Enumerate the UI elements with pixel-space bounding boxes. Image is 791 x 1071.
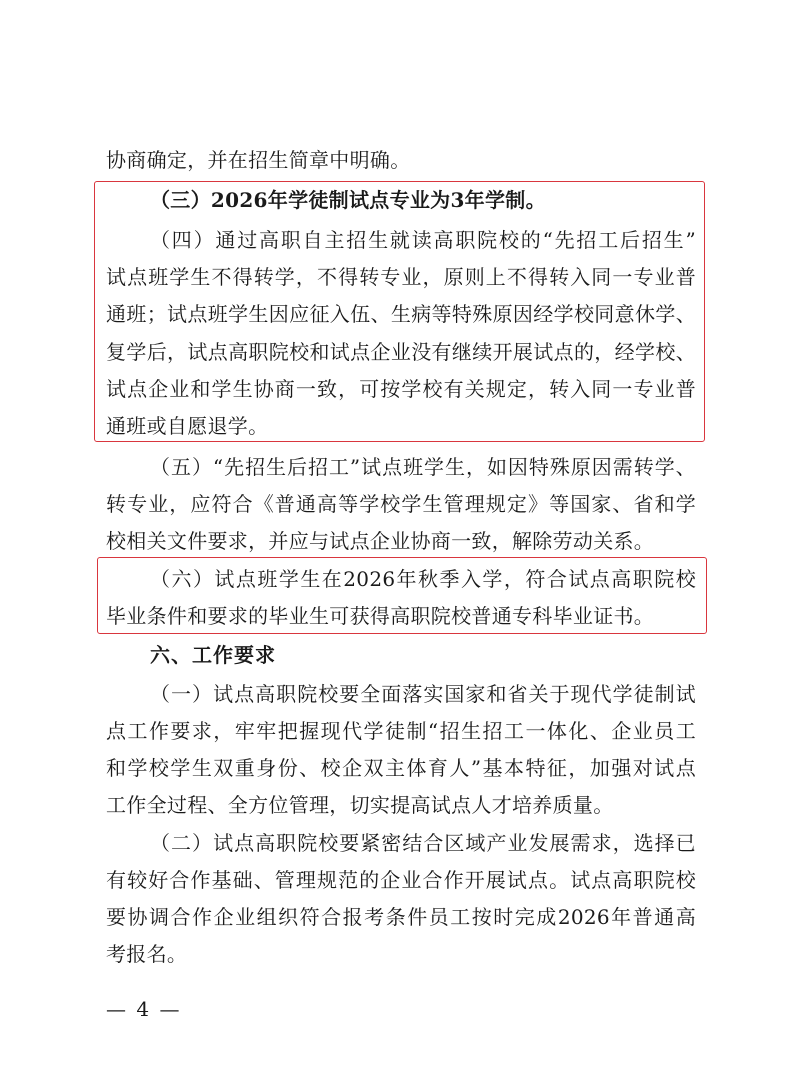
paragraph-6-line: 毕业条件和要求的毕业生可获得高职院校普通专科毕业证书。 — [106, 604, 655, 628]
requirement-1-line: （一）试点高职院校要全面落实国家和省关于现代学徒制试 — [150, 682, 696, 706]
requirement-1-line: 和学校学生双重身份、校企双主体育人”基本特征，加强对试点 — [106, 756, 696, 780]
paragraph-4-line: 试点班学生不得转学，不得转专业，原则上不得转入同一专业普 — [106, 265, 696, 289]
paragraph-4-line: 试点企业和学生协商一致，可按学校有关规定，转入同一专业普 — [106, 377, 696, 401]
paragraph-5-line: 校相关文件要求，并应与试点企业协商一致，解除劳动关系。 — [106, 529, 655, 553]
paragraph-4-line: 复学后，试点高职院校和试点企业没有继续开展试点的，经学校、 — [106, 340, 696, 364]
paragraph-4-line: 通班或自愿退学。 — [106, 414, 269, 438]
paragraph-4-line: 通班；试点班学生因应征入伍、生病等特殊原因经学校同意休学、 — [106, 302, 696, 326]
paragraph-3-line: （三）2026年学徒制试点专业为3年学制。 — [150, 188, 546, 212]
paragraph-4-line: （四）通过高职自主招生就读高职院校的“先招工后招生” — [150, 228, 696, 252]
page-number: — 4 — — [106, 997, 182, 1021]
requirement-2-line: 要协调合作企业组织符合报考条件员工按时完成2026年普通高 — [106, 905, 696, 929]
paragraph-line: 协商确定，并在招生简章中明确。 — [106, 148, 411, 172]
paragraph-5-line: （五）“先招生后招工”试点班学生，如因特殊原因需转学、 — [150, 455, 696, 479]
requirement-2-line: 有较好合作基础、管理规范的企业合作开展试点。试点高职院校 — [106, 868, 696, 892]
requirement-2-line: （二）试点高职院校要紧密结合区域产业发展需求，选择已 — [150, 831, 696, 855]
section-heading: 六、工作要求 — [150, 643, 276, 667]
paragraph-6-line: （六）试点班学生在2026年秋季入学，符合试点高职院校 — [150, 567, 696, 591]
paragraph-5-line: 转专业，应符合《普通高等学校学生管理规定》等国家、省和学 — [106, 492, 696, 516]
requirement-2-line: 考报名。 — [106, 942, 188, 966]
requirement-1-line: 点工作要求，牢牢把握现代学徒制“招生招工一体化、企业员工 — [106, 719, 696, 743]
requirement-1-line: 工作全过程、全方位管理，切实提高试点人才培养质量。 — [106, 793, 614, 817]
